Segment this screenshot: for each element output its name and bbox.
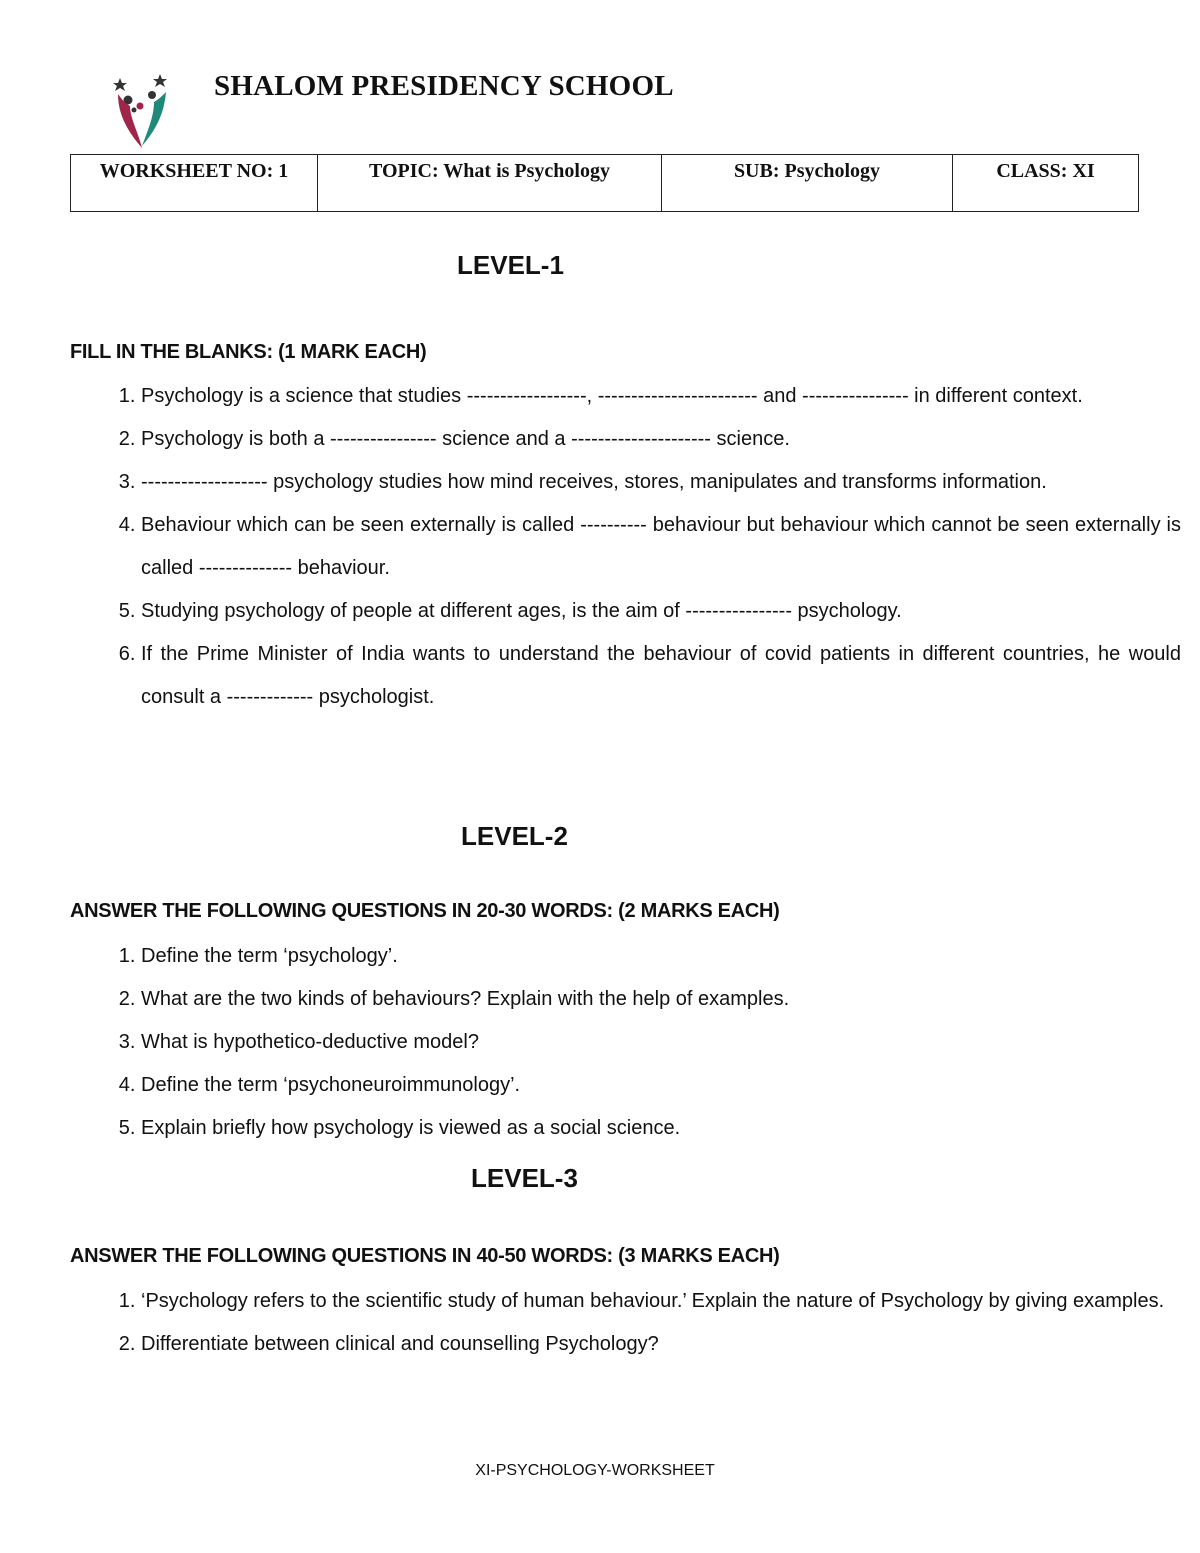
level-3-heading: LEVEL-3 (471, 1163, 578, 1193)
page-footer: XI-PSYCHOLOGY-WORKSHEET (475, 1462, 715, 1479)
level-1-heading: LEVEL-1 (457, 250, 564, 280)
list-item: 2. Differentiate between clinical and counselling Psychology? (141, 1323, 1181, 1366)
list-item: 3. What is hypothetico-deductive model? (141, 1021, 1181, 1064)
level-3-question-list (70, 1280, 1181, 1366)
list-item: 1. ‘Psychology refers to the scientific study of human behaviour.’ Explain the nature of Psychology by giving examples. (141, 1280, 1181, 1323)
school-name: SHALOM PRESIDENCY SCHOOL (214, 70, 674, 102)
worksheet-subject: SUB: Psychology (662, 155, 953, 212)
worksheet-class: CLASS: XI (953, 155, 1139, 212)
worksheet-info-table (70, 154, 1139, 212)
level-1-section-title: FILL IN THE BLANKS: (1 MARK EACH) (70, 341, 427, 363)
list-item: 5. Studying psychology of people at different ages, is the aim of ---------------- psychology. (141, 590, 1181, 633)
list-item: 6. If the Prime Minister of India wants to understand the behaviour of covid patients in different countries, he would consult a ------------- psychologist. (141, 633, 1181, 719)
list-item: 3. ------------------- psychology studies how mind receives, stores, manipulates and transforms information. (141, 461, 1181, 504)
school-logo (108, 72, 174, 152)
list-item: 1. Define the term ‘psychology’. (141, 935, 1181, 978)
level-1-question-list (70, 375, 1181, 719)
list-item: 2. Psychology is both a ---------------- science and a --------------------- science. (141, 418, 1181, 461)
list-item: 5. Explain briefly how psychology is viewed as a social science. (141, 1107, 1181, 1150)
list-item: 2. What are the two kinds of behaviours? Explain with the help of examples. (141, 978, 1181, 1021)
level-2-section-title: ANSWER THE FOLLOWING QUESTIONS IN 20-30 WORDS: (2 MARKS EACH) (70, 900, 780, 922)
level-2-question-list (70, 935, 1181, 1150)
level-2-heading: LEVEL-2 (461, 821, 568, 851)
worksheet-topic: TOPIC: What is Psychology (318, 155, 662, 212)
worksheet-number: WORKSHEET NO: 1 (71, 155, 318, 212)
list-item: 1. Psychology is a science that studies ------------------, ------------------------ and ---------------- in different context. (141, 375, 1181, 418)
list-item: 4. Behaviour which can be seen externally is called ---------- behaviour but behaviour which cannot be seen externally is called -------------- behaviour. (141, 504, 1181, 590)
level-3-section-title: ANSWER THE FOLLOWING QUESTIONS IN 40-50 WORDS: (3 MARKS EACH) (70, 1245, 780, 1267)
list-item: 4. Define the term ‘psychoneuroimmunology’. (141, 1064, 1181, 1107)
